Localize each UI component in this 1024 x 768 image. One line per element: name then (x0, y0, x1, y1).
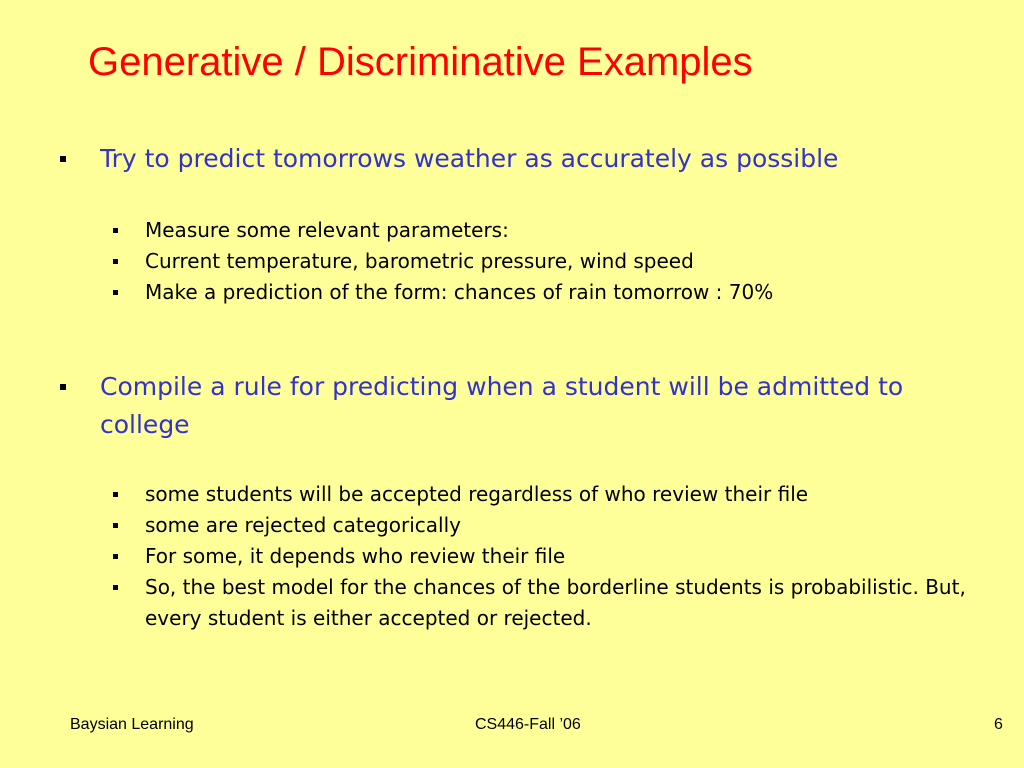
bullet-square-icon (113, 290, 118, 295)
slide-title: Generative / Discriminative Examples (88, 40, 753, 84)
bullet-text: Compile a rule for predicting when a student will be admitted to college (100, 372, 904, 439)
bullet-weather (60, 140, 980, 178)
sub-bullet-measure (113, 215, 975, 246)
sub-bullet-accepted (113, 479, 975, 510)
sub-bullet-text: some are rejected categorically (145, 513, 461, 537)
sub-bullet-depends (113, 541, 975, 572)
footer-course-code: CS446-Fall ’06 (475, 716, 581, 733)
sub-bullet-probabilistic (113, 572, 975, 634)
footer-course-topic: Baysian Learning (70, 716, 194, 733)
sub-bullet-rejected (113, 510, 975, 541)
bullet-square-icon (113, 492, 118, 497)
bullet-square-icon (113, 554, 118, 559)
sub-bullet-prediction (113, 277, 975, 308)
bullet-square-icon (60, 384, 66, 390)
sub-bullet-text: So, the best model for the chances of the borderline students is probabilistic. But, every student is either accepted or rejected. (145, 575, 966, 630)
sub-bullet-current (113, 246, 975, 277)
footer-page-number: 6 (994, 716, 1003, 733)
bullet-text: Try to predict tomorrows weather as accurately as possible (100, 144, 839, 173)
bullet-square-icon (113, 523, 118, 528)
sub-bullet-text: some students will be accepted regardless of who review their file (145, 482, 809, 506)
bullet-college (60, 368, 980, 444)
sub-bullet-text: Current temperature, barometric pressure, wind speed (145, 249, 694, 273)
sub-bullet-text: Measure some relevant parameters: (145, 218, 509, 242)
bullet-square-icon (113, 585, 118, 590)
sub-bullet-text: Make a prediction of the form: chances of rain tomorrow : 70% (145, 280, 774, 304)
bullet-square-icon (113, 259, 118, 264)
bullet-square-icon (113, 228, 118, 233)
bullet-square-icon (60, 156, 66, 162)
sub-bullet-text: For some, it depends who review their file (145, 544, 566, 568)
